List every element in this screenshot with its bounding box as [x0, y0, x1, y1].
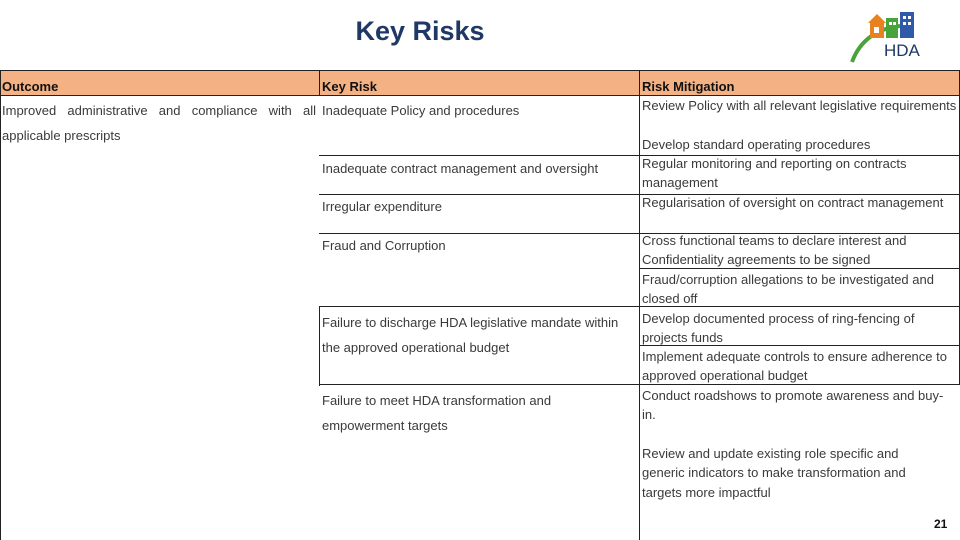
risk-cell: Inadequate contract management and oversight	[322, 161, 599, 176]
mitigation-cell: Implement adequate controls to ensure adherence to approved operational budget	[642, 349, 947, 384]
house-buildings-logo-icon	[848, 10, 940, 66]
page-title: Key Risks	[355, 16, 485, 46]
logo-text: HDA	[884, 41, 920, 60]
mitigation-cell: Review Policy with all relevant legislative requirements	[642, 98, 957, 113]
mitigation-cell: Develop documented process of ring-fencing of projects funds	[642, 311, 915, 346]
risk-cell: Failure to discharge HDA legislative mandate within the approved operational budget	[322, 315, 619, 355]
header-risk-mitigation: Risk Mitigation	[642, 79, 735, 94]
mitigation-cell: Regularisation of oversight on contract management	[642, 195, 944, 210]
risk-cell: Failure to meet HDA transformation and empowerment targets	[322, 393, 552, 433]
mitigation-cell: Review and update existing role specific and generic indicators to make transformation and targets more impactful	[642, 446, 906, 500]
mitigation-cell: Regular monitoring and reporting on contracts management	[642, 156, 907, 191]
column-divider	[319, 70, 320, 96]
mitigation-cell: Conduct roadshows to promote awareness and buy-in.	[642, 388, 944, 423]
table-header-row	[0, 70, 960, 96]
mitigation-cell: Fraud/corruption allegations to be investigated and closed off	[642, 272, 934, 307]
key-risks-table	[0, 70, 960, 540]
outcome-cell: Improved administrative and compliance with all applicable prescripts	[2, 103, 316, 143]
column-divider	[0, 70, 1, 540]
risk-cell: Fraud and Corruption	[322, 238, 446, 253]
header-outcome: Outcome	[2, 79, 59, 94]
mitigation-cell: Cross functional teams to declare interest and Confidentiality agreements to be signed	[642, 233, 907, 268]
header-key-risk: Key Risk	[322, 79, 377, 94]
risk-cell: Inadequate Policy and procedures	[322, 103, 520, 118]
column-divider	[639, 70, 640, 540]
column-divider	[319, 306, 320, 386]
mitigation-cell: Develop standard operating procedures	[642, 137, 871, 152]
risk-cell: Irregular expenditure	[322, 199, 442, 214]
page-number: 21	[934, 517, 948, 531]
